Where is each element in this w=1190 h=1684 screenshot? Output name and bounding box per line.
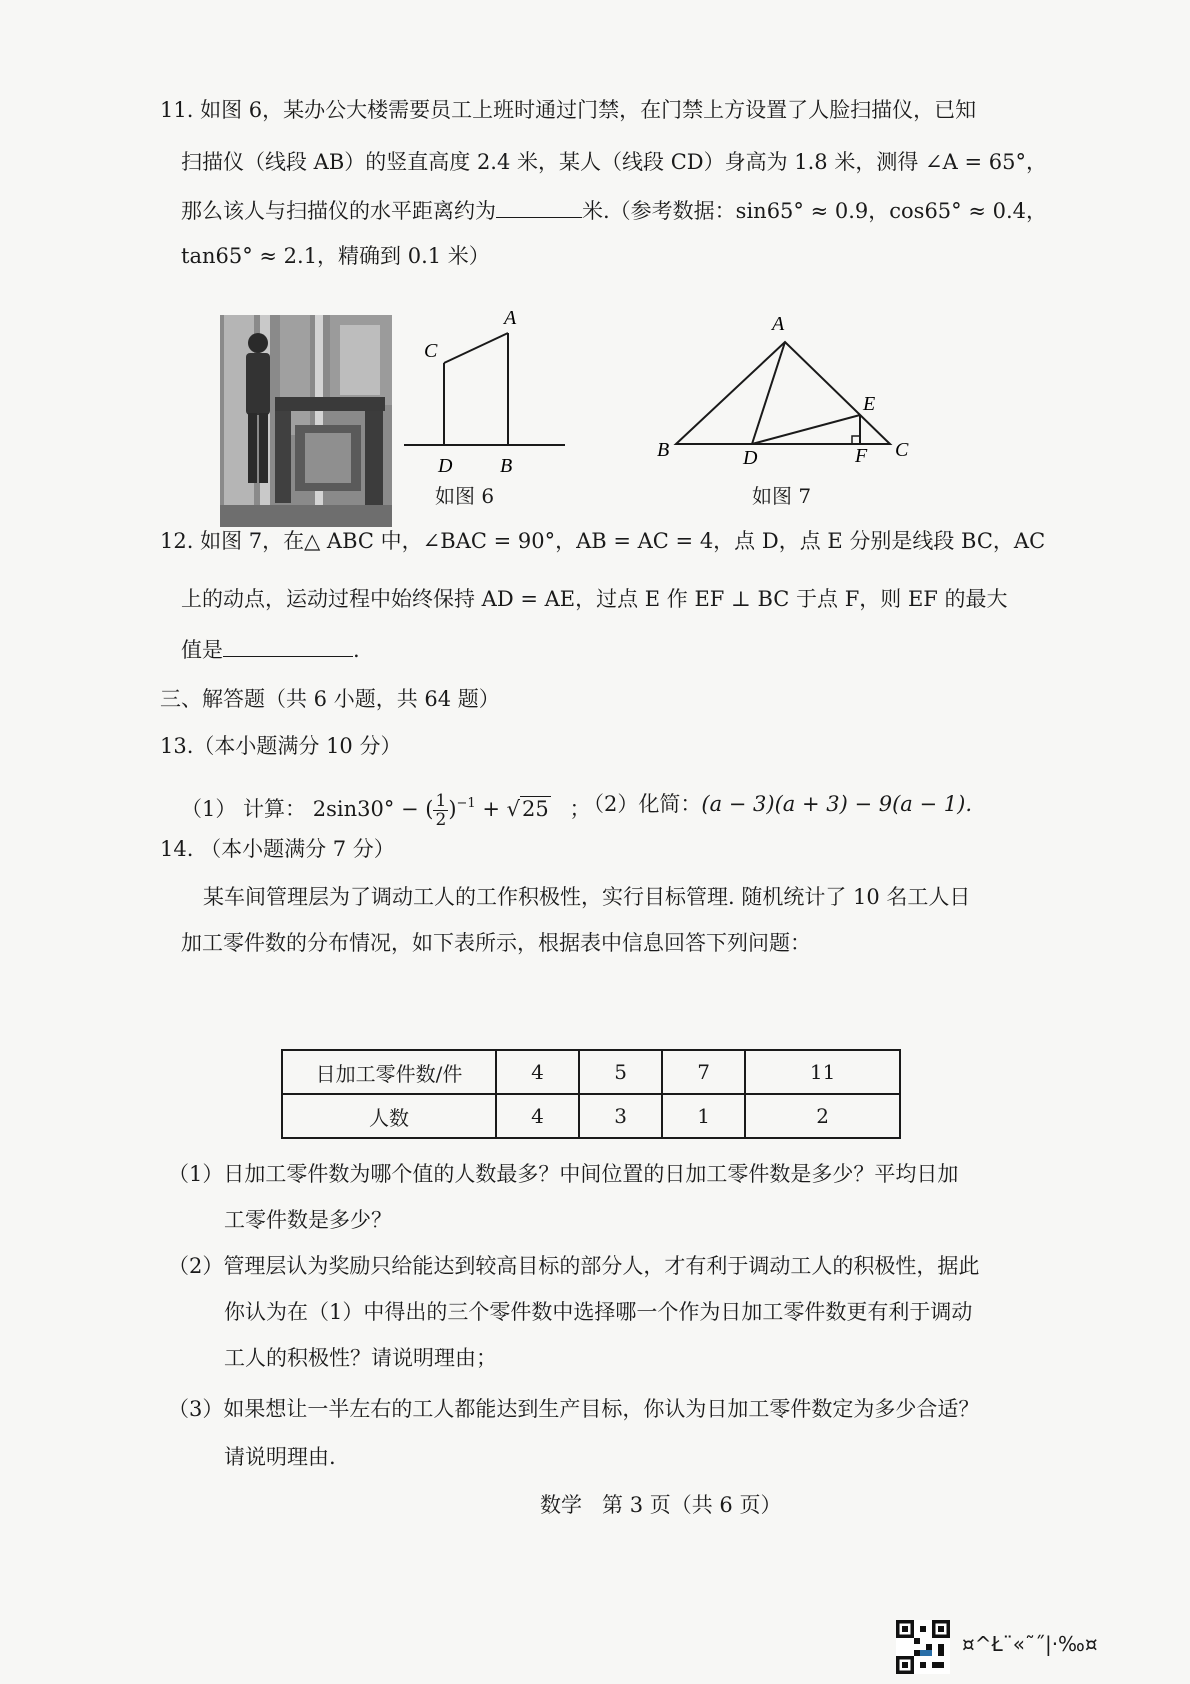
segment-ca <box>444 333 508 363</box>
q13-part1-expr-c: + <box>475 797 507 821</box>
q11-line1: 11. 如图 6，某办公大楼需要员工上班时通过门禁，在门禁上方设置了人脸扫描仪，已知 <box>160 98 977 122</box>
q11-line3 <box>181 197 1047 224</box>
fig6-label-d: D <box>438 455 453 477</box>
fig6-label-a: A <box>504 307 517 329</box>
q13-part1 <box>181 791 590 829</box>
q12-line3-suffix: . <box>353 638 360 662</box>
fig7-label-f: F <box>855 445 868 467</box>
qr-code-icon <box>896 1620 950 1674</box>
section-heading: 三、解答题（共 6 小题，共 64 题） <box>160 687 500 711</box>
table-cell: 2 <box>745 1094 900 1138</box>
q13-part1-expr-a: 2sin30° − ( <box>312 797 434 821</box>
q11-answer-blank <box>496 197 582 218</box>
table-cell: 1 <box>662 1094 745 1138</box>
q14-part2-line3: 工人的积极性？请说明理由； <box>224 1346 497 1370</box>
q14-part2-line1: （2）管理层认为奖励只给能达到较高目标的部分人，才有利于调动工人的积极性，据此 <box>168 1254 980 1278</box>
q14-part3-line1: （3）如果想让一半左右的工人都能达到生产目标，你认为日加工零件数定为多少合适？ <box>168 1397 980 1421</box>
q11-line2: 扫描仪（线段 AB）的竖直高度 2.4 米，某人（线段 CD）身高为 1.8 米，测得 ∠A = 65°， <box>181 150 1047 174</box>
sqrt-icon: √ <box>506 797 521 821</box>
fig7-label-c: C <box>895 439 909 461</box>
segment-de <box>752 415 860 444</box>
fig7-label-e: E <box>863 393 876 415</box>
q12-answer-blank <box>223 636 353 657</box>
q14-part1-line1: （1）日加工零件数为哪个值的人数最多？中间位置的日加工零件数是多少？平均日加 <box>168 1162 959 1186</box>
q13-separator: ； <box>569 797 591 821</box>
q14-intro-line1: 某车间管理层为了调动工人的工作积极性，实行目标管理. 随机统计了 10 名工人日 <box>203 885 971 909</box>
fraction-numerator: 1 <box>435 791 447 811</box>
table-cell: 5 <box>579 1050 662 1094</box>
table-row <box>282 1050 900 1094</box>
page-footer: 数学 第 3 页（共 6 页） <box>540 1493 782 1517</box>
q11-line4: tan65° ≈ 2.1，精确到 0.1 米） <box>181 244 490 268</box>
figure-7-diagram <box>655 313 925 505</box>
q12-line1: 12. 如图 7，在△ ABC 中，∠BAC = 90°，AB = AC = 4，点 D，点 E 分别是线段 BC，AC <box>160 529 1046 553</box>
fraction-denominator: 2 <box>435 810 447 830</box>
q11-line3-suffix: 米.（参考数据：sin65° ≈ 0.9，cos65° ≈ 0.4， <box>582 199 1048 223</box>
table-cell: 4 <box>496 1094 579 1138</box>
fig6-label-c: C <box>424 340 438 362</box>
table-cell: 11 <box>745 1050 900 1094</box>
table-cell: 3 <box>579 1094 662 1138</box>
q13-title: 13.（本小题满分 10 分） <box>160 734 402 758</box>
watermark-text: ¤^Ł¨«˜˝|·‰¤ <box>962 1632 1098 1656</box>
q14-part3-line2: 请说明理由. <box>224 1445 336 1469</box>
fig7-label-a: A <box>772 313 785 335</box>
q13-part2 <box>583 791 972 817</box>
fig7-label-b: B <box>657 439 670 461</box>
q11-line3-prefix: 那么该人与扫描仪的水平距离约为 <box>181 199 496 223</box>
table-cell: 4 <box>496 1050 579 1094</box>
fig7-label-d: D <box>743 447 758 469</box>
q12-line2: 上的动点，运动过程中始终保持 AD = AE，过点 E 作 EF ⊥ BC 于点 F，则 EF 的最大 <box>181 587 1008 611</box>
fraction-one-half <box>433 792 448 829</box>
parts-distribution-table <box>281 1049 901 1139</box>
figure-7-caption: 如图 7 <box>752 484 812 508</box>
q13-part1-label: （1） 计算： <box>181 797 307 821</box>
q14-intro-line2: 加工零件数的分布情况，如下表所示，根据表中信息回答下列问题： <box>181 931 811 955</box>
q14-part1-line2: 工零件数是多少？ <box>224 1208 392 1232</box>
q12-line3-prefix: 值是 <box>181 638 223 662</box>
table-header-cell: 日加工零件数/件 <box>282 1050 496 1094</box>
triangle-abc <box>676 342 890 444</box>
right-angle-mark <box>852 436 860 444</box>
table-row <box>282 1094 900 1138</box>
table-header-cell: 人数 <box>282 1094 496 1138</box>
q12-line3 <box>181 636 360 663</box>
figure-6-caption: 如图 6 <box>435 484 495 508</box>
turnstile-photo <box>220 315 392 527</box>
q13-part1-expr-b: ) <box>448 797 457 821</box>
q14-part2-line2: 你认为在（1）中得出的三个零件数中选择哪一个作为日加工零件数更有利于调动 <box>224 1300 973 1324</box>
q13-part2-expr: (a − 3)(a + 3) − 9(a − 1). <box>701 792 972 816</box>
q13-part2-label: （2）化简： <box>583 792 702 816</box>
sqrt-radicand: 25 <box>522 797 549 821</box>
fig6-label-b: B <box>500 455 513 477</box>
exponent: −1 <box>456 796 476 811</box>
q14-title: 14. （本小题满分 7 分） <box>160 837 395 861</box>
table-cell: 7 <box>662 1050 745 1094</box>
